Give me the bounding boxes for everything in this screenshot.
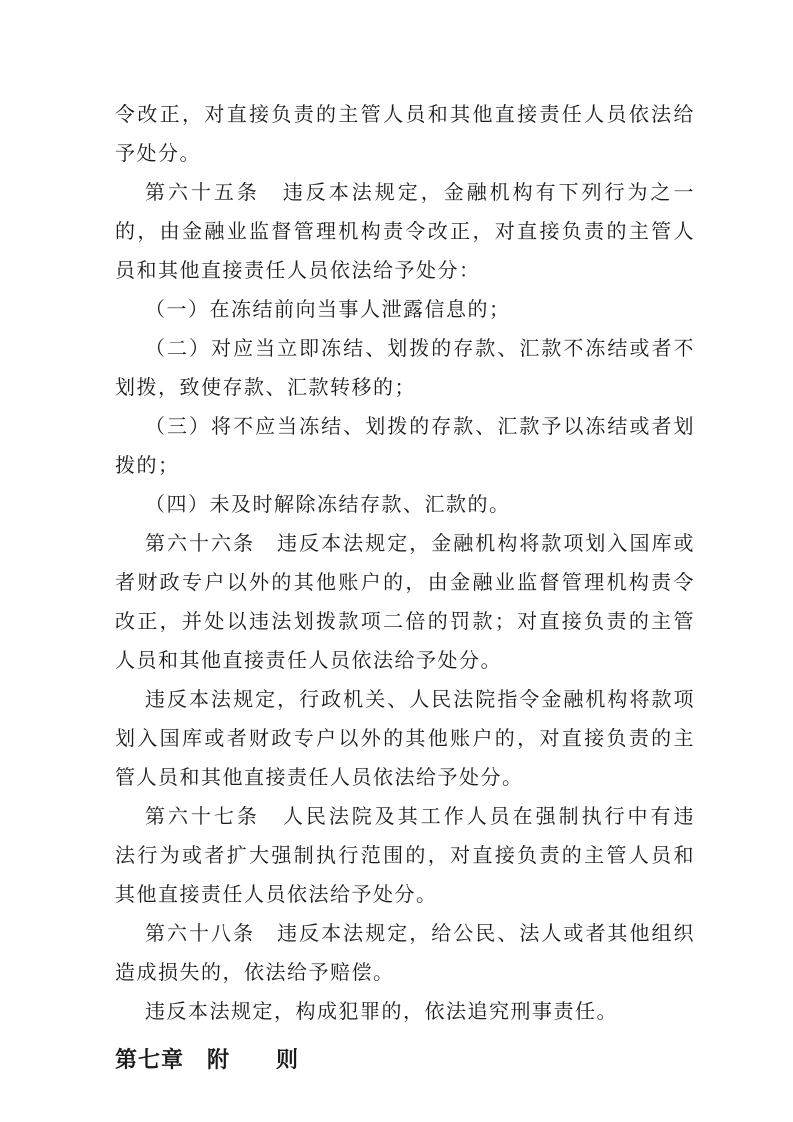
- text-line: 令改正，对直接负责的主管人员和其他直接责任人员依法给: [115, 102, 695, 126]
- text-line: 违反本法规定，行政机关、人民法院指令金融机构将款项: [145, 687, 695, 711]
- document-body: [115, 95, 695, 1081]
- text-line: 员和其他直接责任人员依法给予处分：: [115, 258, 481, 282]
- text-line: （四）未及时解除冻结存款、汇款的。: [145, 492, 511, 516]
- text-line: （一）在冻结前向当事人泄露信息的；: [145, 297, 511, 321]
- text-line: 予处分。: [115, 141, 201, 165]
- text-line: （二）对应当立即冻结、划拨的存款、汇款不冻结或者不: [145, 336, 695, 360]
- text-line: 违反本法规定，构成犯罪的，依法追究刑事责任。: [145, 999, 618, 1023]
- text-line: 划拨，致使存款、汇款转移的；: [115, 375, 416, 399]
- text-line: 第六十五条 违反本法规定，金融机构有下列行为之一: [145, 180, 695, 204]
- text-line: 的，由金融业监督管理机构责令改正，对直接负责的主管人: [115, 219, 695, 243]
- text-line: 划入国库或者财政专户以外的其他账户的，对直接负责的主: [115, 726, 695, 750]
- text-line: 人员和其他直接责任人员依法给予处分。: [115, 648, 502, 672]
- text-line: （三）将不应当冻结、划拨的存款、汇款予以冻结或者划: [145, 414, 695, 438]
- text-line: 管人员和其他直接责任人员依法给予处分。: [115, 765, 524, 789]
- text-line: 造成损失的，依法给予赔偿。: [115, 960, 395, 984]
- text-line: 改正，并处以违法划拨款项二倍的罚款；对直接负责的主管: [115, 609, 695, 633]
- text-line: 第六十六条 违反本法规定，金融机构将款项划入国库或: [145, 531, 695, 555]
- chapter-heading: 第七章 附 则: [115, 1048, 300, 1073]
- text-line: 第六十七条 人民法院及其工作人员在强制执行中有违: [145, 804, 695, 828]
- text-line: 法行为或者扩大强制执行范围的，对直接负责的主管人员和: [115, 843, 695, 867]
- text-line: 者财政专户以外的其他账户的，由金融业监督管理机构责令: [115, 570, 695, 594]
- text-line: 其他直接责任人员依法给予处分。: [115, 882, 438, 906]
- text-line: 拨的；: [115, 453, 180, 477]
- text-line: 第六十八条 违反本法规定，给公民、法人或者其他组织: [145, 921, 695, 945]
